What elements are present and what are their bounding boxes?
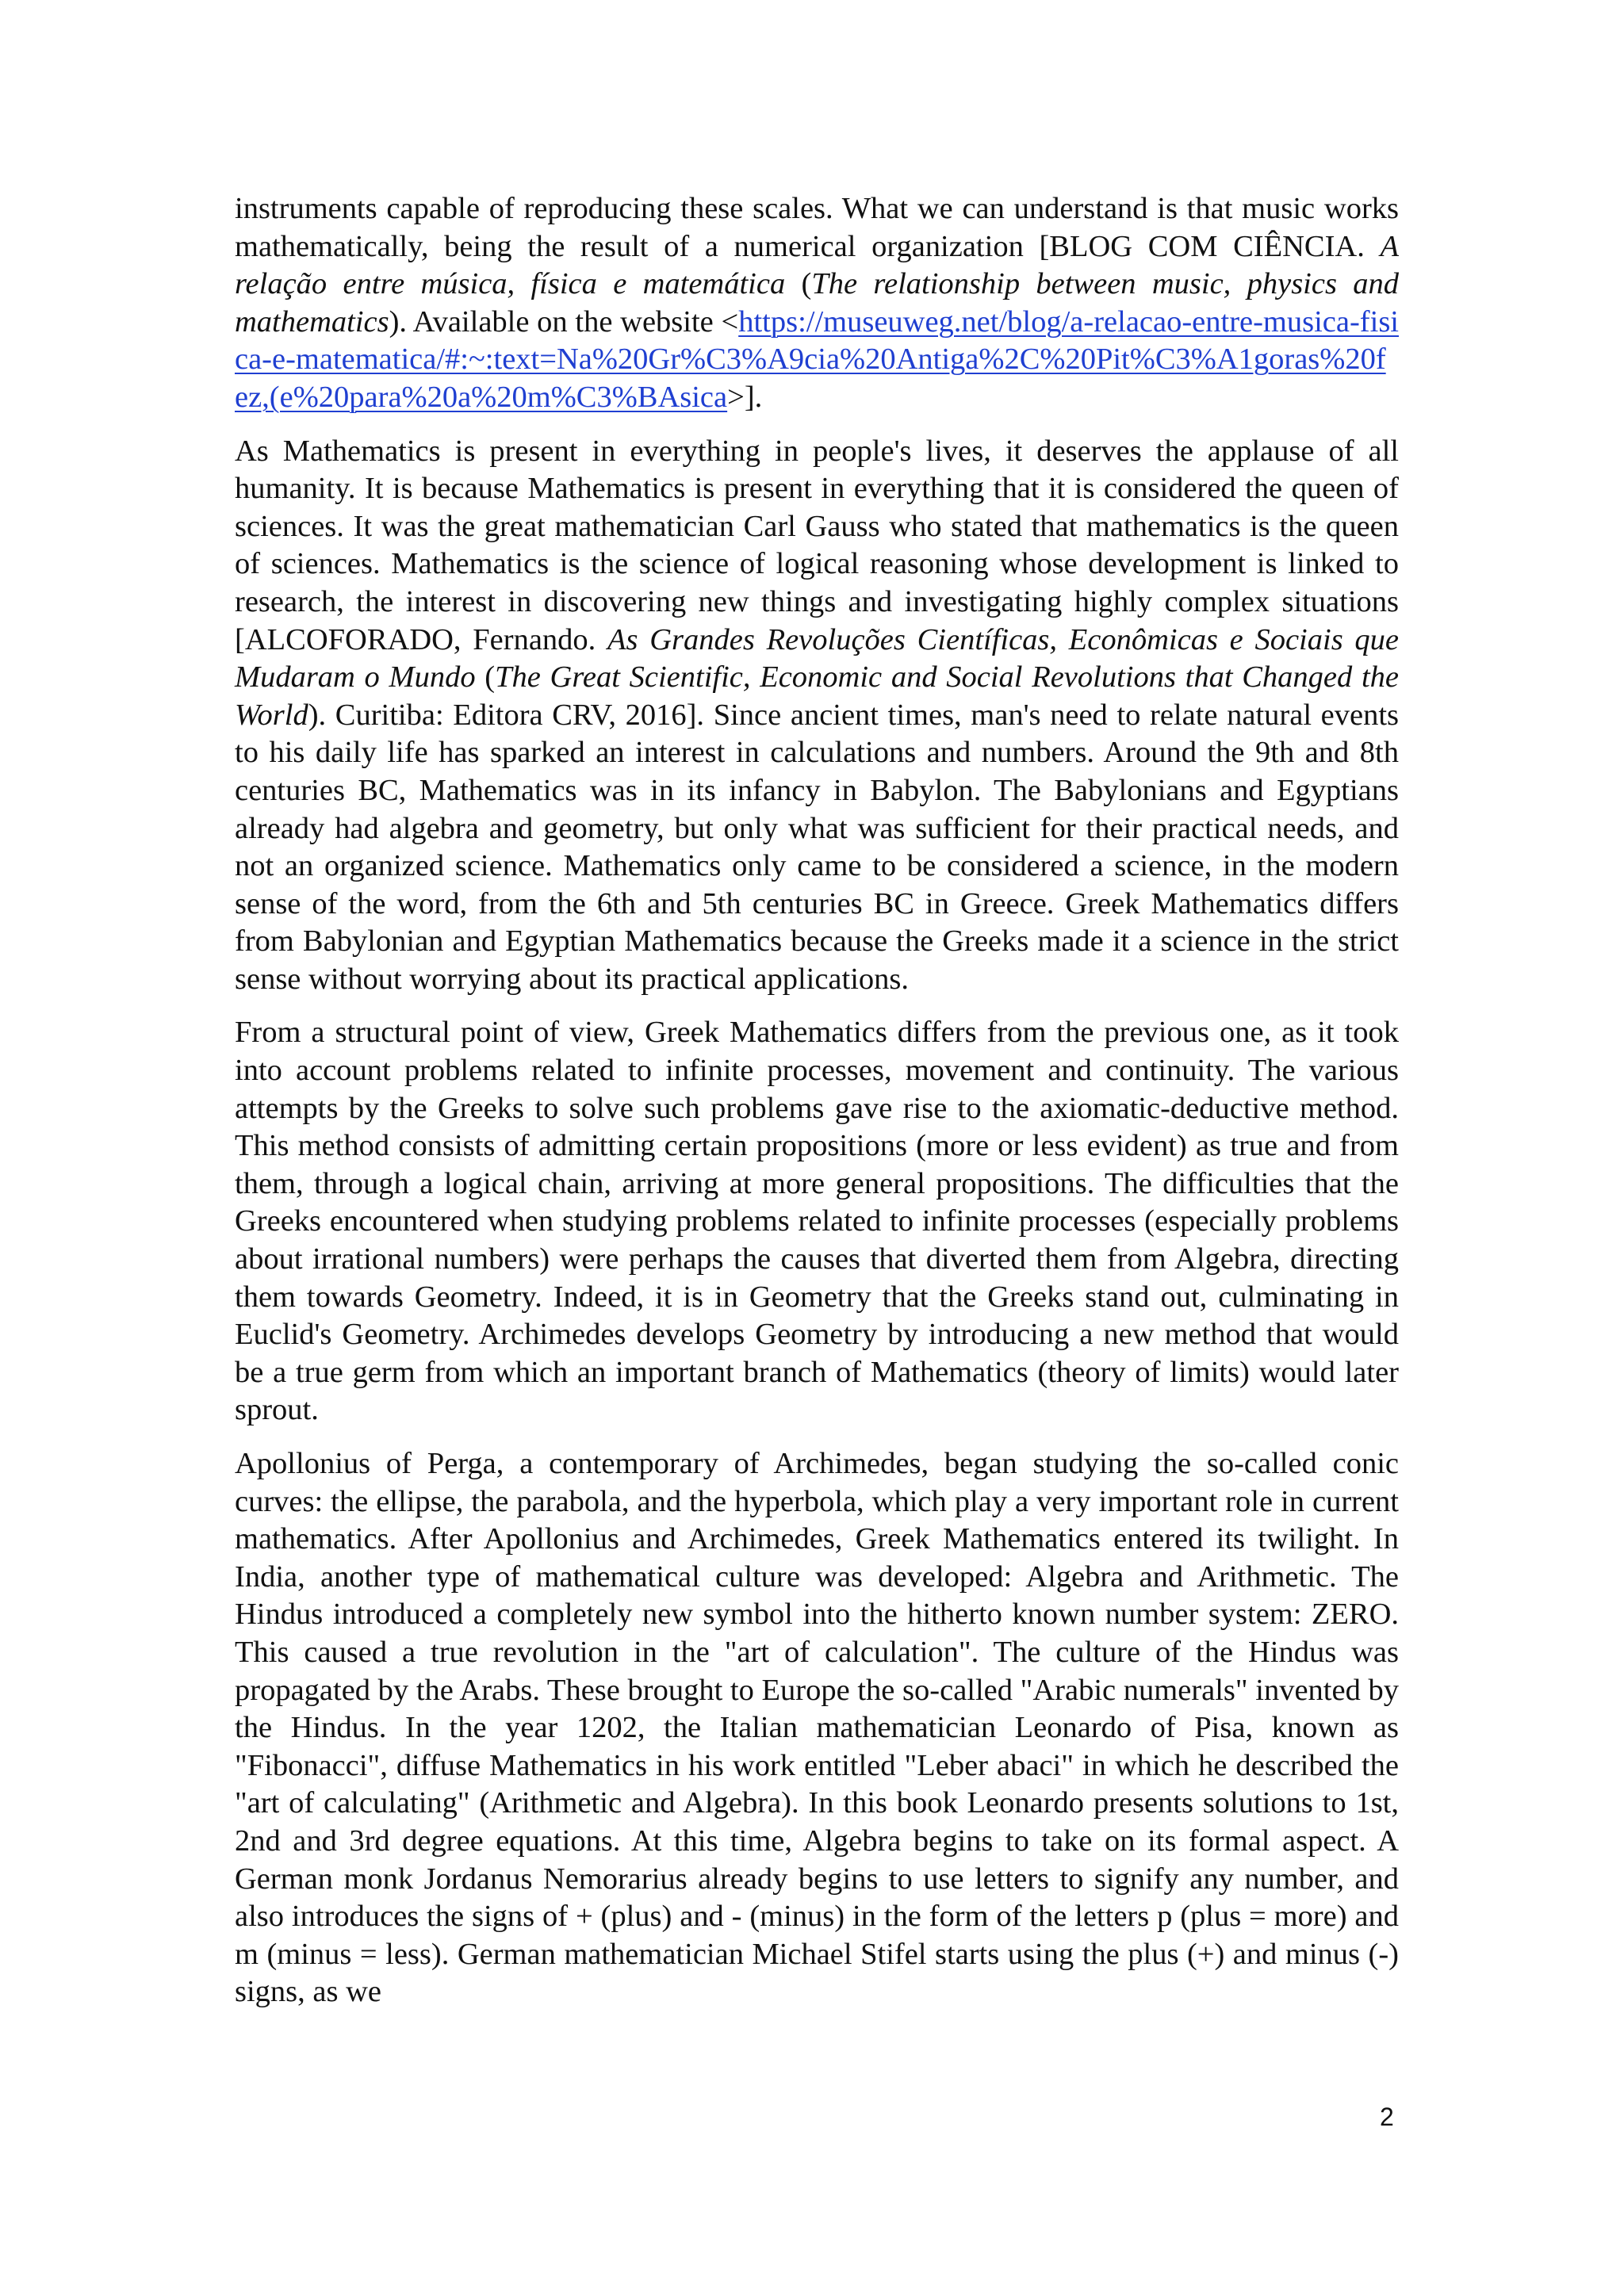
source-link[interactable]: https://museuweg.net/blog/a-relacao-entre-musica-fisica-e-matematica/#:~:text=Na%20Gr%C3%A9cia%20Antiga%2C%20Pit%C3%A1goras%20fez,(e%20para%20a%20m%C3%BAsica: [235, 304, 1399, 414]
text: >].: [727, 380, 763, 414]
italic-title: As Grandes Revoluções Científicas, Econômicas e Sociais que Mudaram o Mundo: [235, 622, 1399, 695]
text: (: [785, 267, 812, 301]
text: As Mathematics is present in everything in people's lives, it deserves the applause of all humanity. It is because Mathematics is present in everything that it is considered the queen of sciences. It was the great mathematician Carl Gauss who stated that mathematics is the queen of sciences. Mathematics is the science of logical reasoning whose development is linked to research, the interest in discovering new things and investigating highly complex situations [ALCOFORADO, Fernando.: [235, 434, 1399, 656]
paragraph-3: From a structural point of view, Greek Mathematics differs from the previous one, as it took into account problems related to infinite processes, movement and continuity. The various attempts by the Greeks to solve such problems gave rise to the axiomatic-deductive method. This method consists of admitting certain propositions (more or less evident) as true and from them, through a logical chain, arriving at more general propositions. The difficulties that the Greeks encountered when studying problems related to infinite processes (especially problems about irrational numbers) were perhaps the causes that diverted them from Algebra, directing them towards Geometry. Indeed, it is in Geometry that the Greeks stand out, culminating in Euclid's Geometry. Archimedes develops Geometry by introducing a new method that would be a true germ from which an important branch of Mathematics (theory of limits) would later sprout.: [235, 1016, 1399, 1427]
paragraph-2: [235, 433, 1399, 999]
page-number: 2: [1380, 2103, 1394, 2131]
italic-translation: The Great Scientific, Economic and Social Revolutions that Changed the World: [235, 660, 1399, 732]
text: (: [475, 660, 496, 695]
text: instruments capable of reproducing these scales. What we can understand is that music works mathematically, being the result of a numerical organization [BLOG COM CIÊNCIA.: [235, 192, 1399, 263]
text: ). Available on the website <: [389, 304, 739, 339]
body-text: [235, 190, 1399, 2027]
italic-title: A relação entre música, física e matemática: [235, 229, 1399, 301]
text: ). Curitiba: Editora CRV, 2016]. Since ancient times, man's need to relate natural events to his daily life has sparked an interest in calculations and numbers. Around the 9th and 8th centuries BC, Mathematics was in its infancy in Babylon. The Babylonians and Egyptians already had algebra and geometry, but only what was sufficient for their practical needs, and not an organized science. Mathematics only came to be considered a science, in the modern sense of the word, from the 6th and 5th centuries BC in Greece. Greek Mathematics differs from Babylonian and Egyptian Mathematics because the Greeks made it a science in the strict sense without worrying about its practical applications.: [235, 698, 1399, 996]
italic-translation: The relationship between music, physics and mathematics: [235, 267, 1400, 339]
paragraph-4: Apollonius of Perga, a contemporary of Archimedes, began studying the so-called conic curves: the ellipse, the parabola, and the hyperbola, which play a very important role in current mathematics. After Apollonius and Archimedes, Greek Mathematics entered its twilight. In India, another type of mathematical culture was developed: Algebra and Arithmetic. The Hindus introduced a completely new symbol into the hitherto known number system: ZERO. This caused a true revolution in the "art of calculation". The culture of the Hindus was propagated by the Arabs. These brought to Europe the so-called "Arabic numerals" invented by the Hindus. In the year 1202, the Italian mathematician Leonardo of Pisa, known as "Fibonacci", diffuse Mathematics in his work entitled "Leber abaci" in which he described the "art of calculating" (Arithmetic and Algebra). In this book Leonardo presents solutions to 1st, 2nd and 3rd degree equations. At this time, Algebra begins to take on its formal aspect. A German monk Jordanus Nemorarius already begins to use letters to signify any number, and also introduces the signs of + (plus) and - (minus) in the form of the letters p (plus = more) and m (minus = less). German mathematician Michael Stifel starts using the plus (+) and minus (-) signs, as we: [235, 1447, 1399, 2009]
paragraph-1: [235, 190, 1399, 417]
